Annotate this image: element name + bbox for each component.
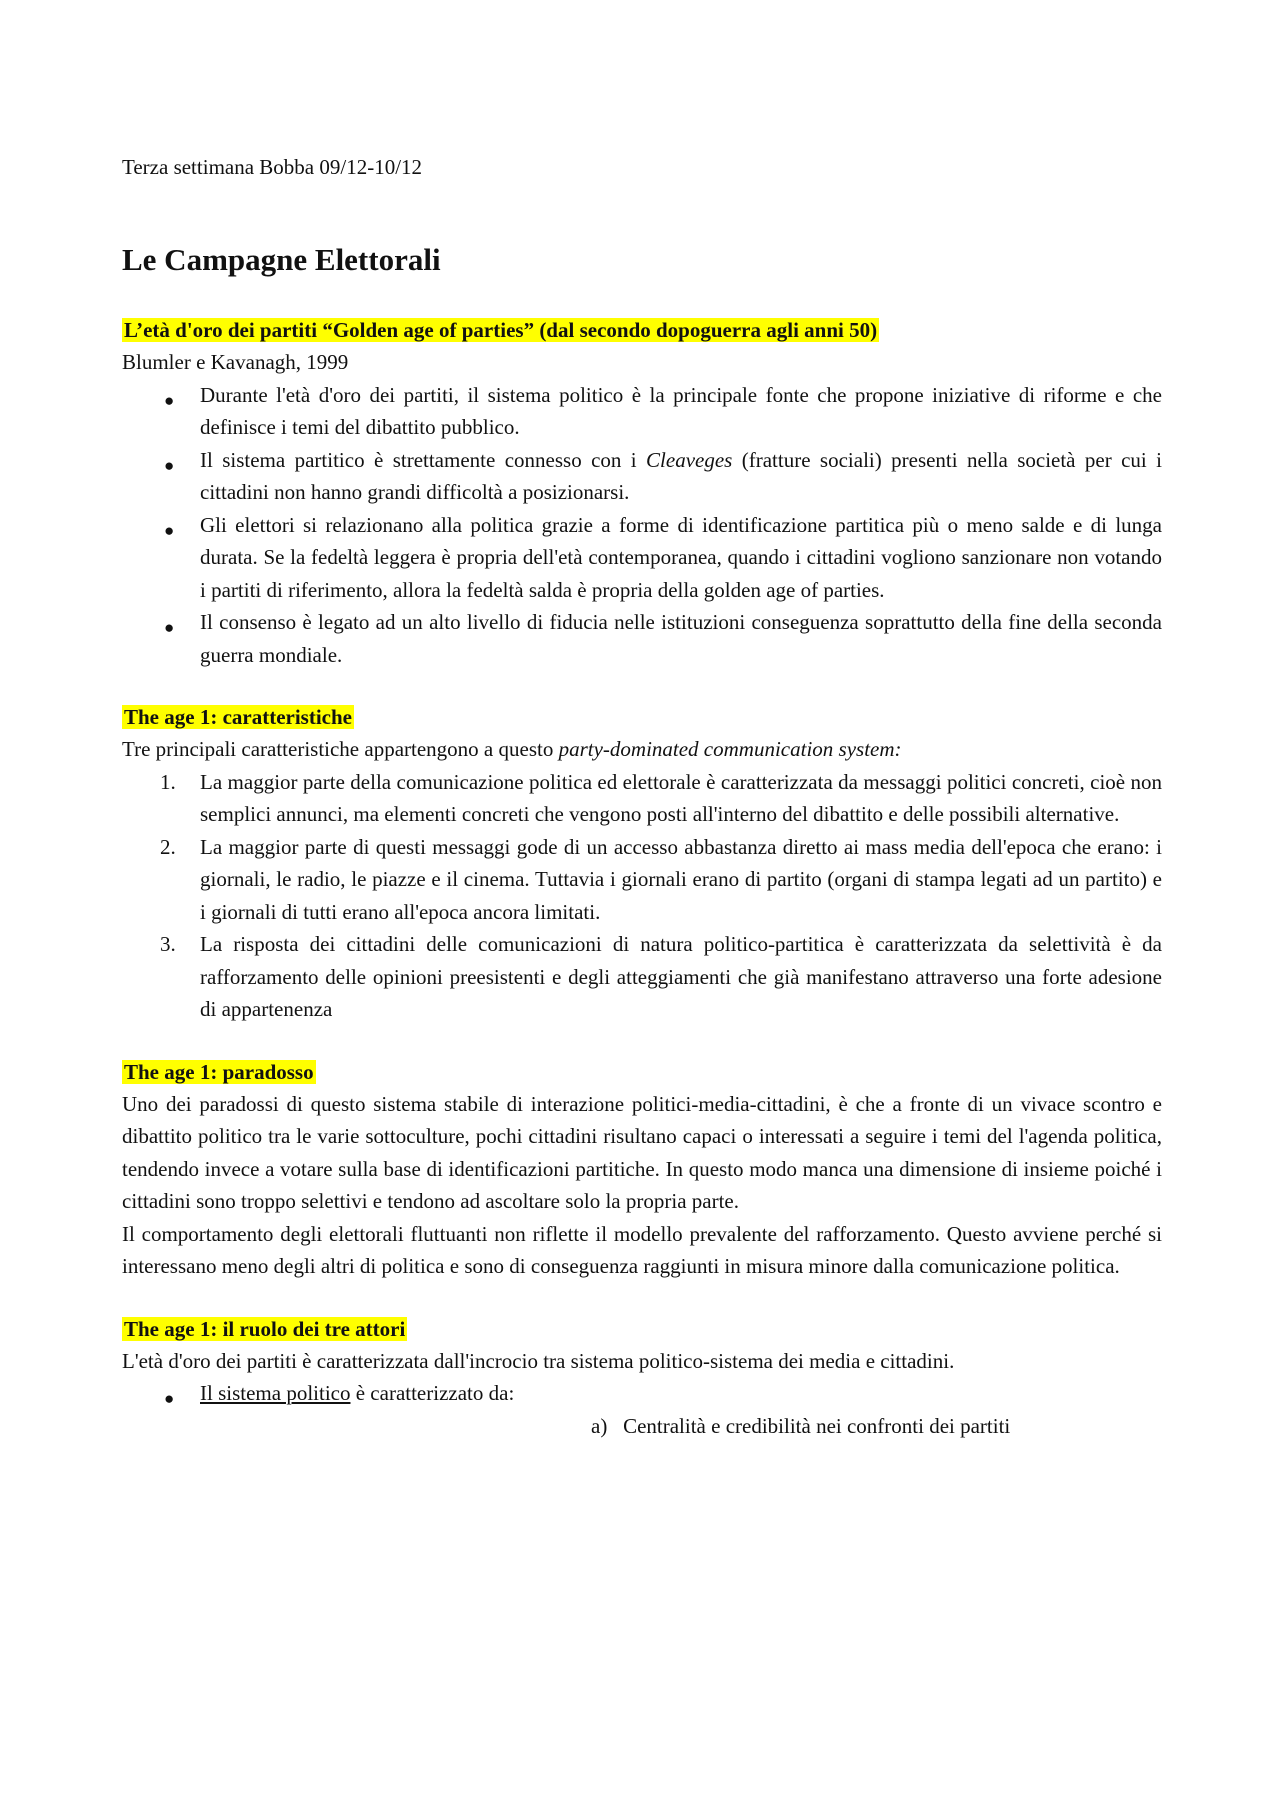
list-item <box>122 1377 1162 1410</box>
list-item-text: Il consenso è legato ad un alto livello di fiducia nelle istituzioni conseguenza soprattutto della fine della seconda guerra mondiale. <box>200 610 1162 667</box>
section-heading <box>122 701 1162 733</box>
document-header: Terza settimana Bobba 09/12-10/12 <box>122 155 423 179</box>
highlighted-heading: The age 1: il ruolo dei tre attori <box>124 1316 406 1341</box>
list-item-text: La risposta dei cittadini delle comunicazioni di natura politico-partitica è caratterizzata da selettività è da rafforzamento delle opinioni preesistenti e degli atteggiamenti che già manifestano attraverso una forte adesione di appartenenza <box>200 932 1162 1021</box>
section-tre-attori <box>122 1313 1162 1443</box>
list-number: 2. <box>160 834 176 859</box>
list-item-text-post: (fratture sociali) presenti nella società per cui i cittadini non hanno grandi difficoltà a posizionarsi. <box>200 447 1162 504</box>
intro-italic: party-dominated communication system: <box>558 737 902 761</box>
bullet-list <box>122 379 1162 672</box>
paragraph: Uno dei paradossi di questo sistema stabile di interazione politici-media-cittadini, è che a fronte di un vivace scontro e dibattito politico tra le varie sottoculture, pochi cittadini risultano capaci o interessati a seguire i temi del l'agenda politica, tendendo invece a votare sulla base di identificazioni partitiche. In questo modo manca una dimensione di insieme poiché i cittadini sono troppo selettivi e tendono ad ascoltare solo la propria parte. <box>122 1091 1162 1213</box>
bullet-icon: ● <box>164 618 175 637</box>
list-number: 3. <box>160 932 176 956</box>
bullet-list <box>122 1377 1162 1410</box>
section-intro: L'età d'oro dei partiti è caratterizzata dall'incrocio tra sistema politico-sistema dei media e cittadini. <box>122 1348 955 1373</box>
section-paradosso <box>122 1056 1162 1283</box>
list-item <box>122 509 1162 607</box>
list-item <box>122 831 1162 929</box>
list-item-italic: Cleaveges <box>646 447 733 472</box>
list-item-text: La maggior parte della comunicazione politica ed elettorale è caratterizzata da messaggi politici concreti, cioè non semplici annunci, ma elementi concreti che vengono posti all'interno del dibattito e delle possibili alternative. <box>200 769 1162 826</box>
list-item-text: Gli elettori si relazionano alla politica grazie a forme di identificazione partitica più o meno salde e di lunga durata. Se la fedeltà leggera è propria dell'età contemporanea, quando i cittadini vogliono sanzionare non votando i partiti di riferimento, allora la fedeltà salda è propria della golden age of parties. <box>200 512 1162 602</box>
list-item <box>122 444 1162 509</box>
section-golden-age <box>122 314 1162 671</box>
bullet-icon: ● <box>164 390 175 410</box>
highlighted-heading: L’età d'oro dei partiti “Golden age of parties” (dal secondo dopoguerra agli anni 50) <box>124 318 878 342</box>
document-title: Le Campagne Elettorali <box>122 242 441 277</box>
intro-text: Tre principali caratteristiche appartengono a questo <box>122 737 559 761</box>
bullet-icon: ● <box>164 1389 175 1408</box>
bullet-icon: ● <box>164 520 175 540</box>
section-caratteristiche <box>122 701 1162 1026</box>
list-item-text: Durante l'età d'oro dei partiti, il sistema politico è la principale fonte che propone iniziative di riforme e che definisce i temi del dibattito pubblico. <box>200 382 1162 439</box>
list-item <box>122 379 1162 444</box>
list-item-underlined: Il sistema politico <box>200 1381 351 1405</box>
list-item-text: La maggior parte di questi messaggi gode di un accesso abbastanza diretto ai mass media dell'epoca che erano: i giornali, le radio, le piazze e il cinema. Tuttavia i giornali erano di partito (organi di stampa legati ad un partito) e i giornali di tutti erano all'epoca ancora limitati. <box>200 834 1162 924</box>
section-heading <box>122 314 1162 346</box>
section-intro <box>122 733 1162 766</box>
list-item <box>122 928 1162 1026</box>
list-item-text: è caratterizzato da: <box>350 1381 515 1405</box>
list-item <box>122 766 1162 831</box>
numbered-list <box>122 766 1162 1026</box>
highlighted-heading: The age 1: paradosso <box>124 1059 314 1084</box>
list-item <box>122 606 1162 671</box>
section-heading <box>122 1313 1162 1345</box>
paragraph: Il comportamento degli elettorali fluttuanti non riflette il modello prevalente del rafforzamento. Questo avviene perché si interessano meno degli altri di politica e sono di conseguenza raggiunti in misura minore dalla comunicazione politica. <box>122 1221 1162 1278</box>
sub-list-text: Centralità e credibilità nei confronti dei partiti <box>623 1413 1011 1438</box>
source-citation: Blumler e Kavanagh, 1999 <box>122 350 349 374</box>
sub-list-item <box>122 1410 1162 1443</box>
list-item-text-pre: Il sistema partitico è strettamente connesso con i <box>200 447 647 472</box>
section-heading <box>122 1056 1162 1088</box>
sub-list-marker: a) <box>591 1413 608 1438</box>
list-number: 1. <box>160 769 176 794</box>
highlighted-heading: The age 1: caratteristiche <box>124 705 352 729</box>
bullet-icon: ● <box>164 455 175 475</box>
